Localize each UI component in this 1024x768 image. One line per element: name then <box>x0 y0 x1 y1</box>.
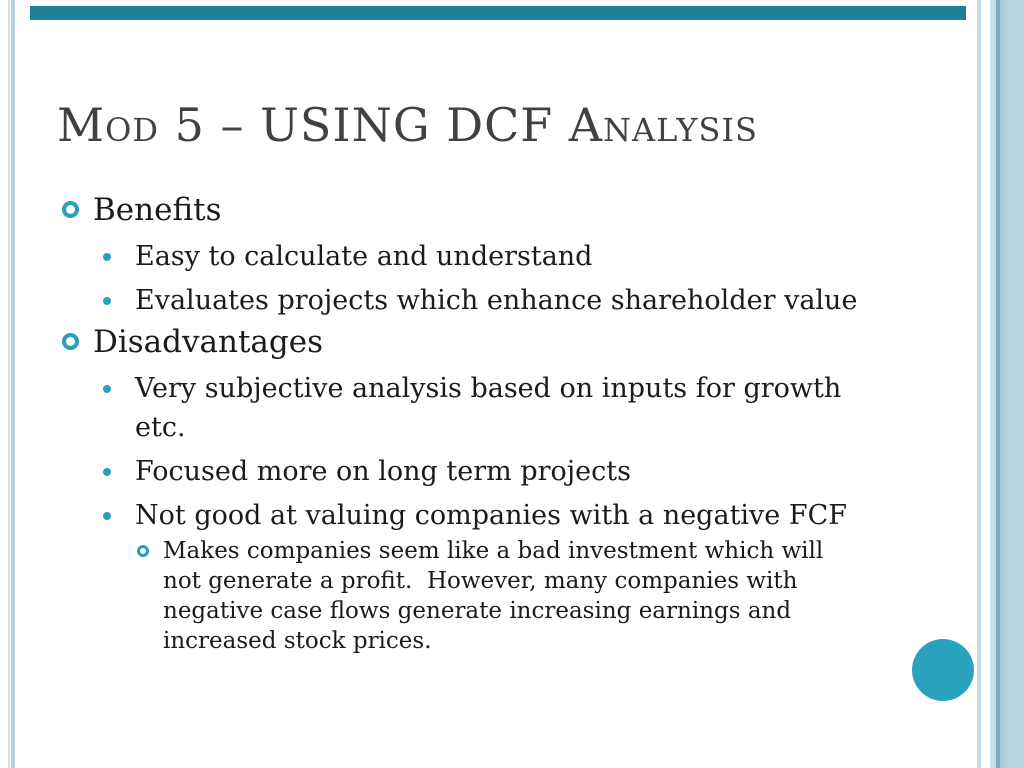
item-text: Benefits <box>93 192 222 228</box>
bullet-dot-icon <box>103 468 111 476</box>
bullet-dot-icon <box>103 253 111 261</box>
list-item <box>0 496 945 535</box>
text-line: etc. <box>135 412 186 443</box>
text-line: increased stock prices. <box>163 628 432 654</box>
list-item <box>0 369 945 447</box>
list-item <box>0 281 945 320</box>
list-item <box>0 237 945 276</box>
item-text <box>135 369 841 447</box>
list-item <box>0 536 945 656</box>
text-line: Makes companies seem like a bad investment which will <box>163 538 824 564</box>
item-text: Focused more on long term projects <box>135 456 631 487</box>
bullet-dot-icon <box>103 385 111 393</box>
right-edge-stripes <box>977 0 1024 768</box>
item-text: Disadvantages <box>93 324 324 360</box>
bullet-list <box>0 186 945 656</box>
bullet-ring-icon <box>137 545 149 557</box>
bullet-ring-icon <box>62 333 79 350</box>
text-line: negative case flows generate increasing earnings and <box>163 598 792 624</box>
slide-title: Mod 5 – USING DCF Analysis <box>57 98 758 152</box>
text-line: not generate a profit. However, many companies with <box>163 568 798 594</box>
bullet-ring-icon <box>62 201 79 218</box>
item-text: Easy to calculate and understand <box>135 241 593 272</box>
list-item <box>0 188 945 232</box>
item-text: Evaluates projects which enhance shareholder value <box>135 285 858 316</box>
text-line: Very subjective analysis based on inputs for growth <box>135 373 842 404</box>
list-item <box>0 452 945 491</box>
bullet-dot-icon <box>103 512 111 520</box>
item-text: Not good at valuing companies with a negative FCF <box>135 500 847 531</box>
item-text <box>163 536 823 656</box>
bullet-dot-icon <box>103 297 111 305</box>
top-accent-bar <box>30 6 966 20</box>
list-item <box>0 320 945 364</box>
